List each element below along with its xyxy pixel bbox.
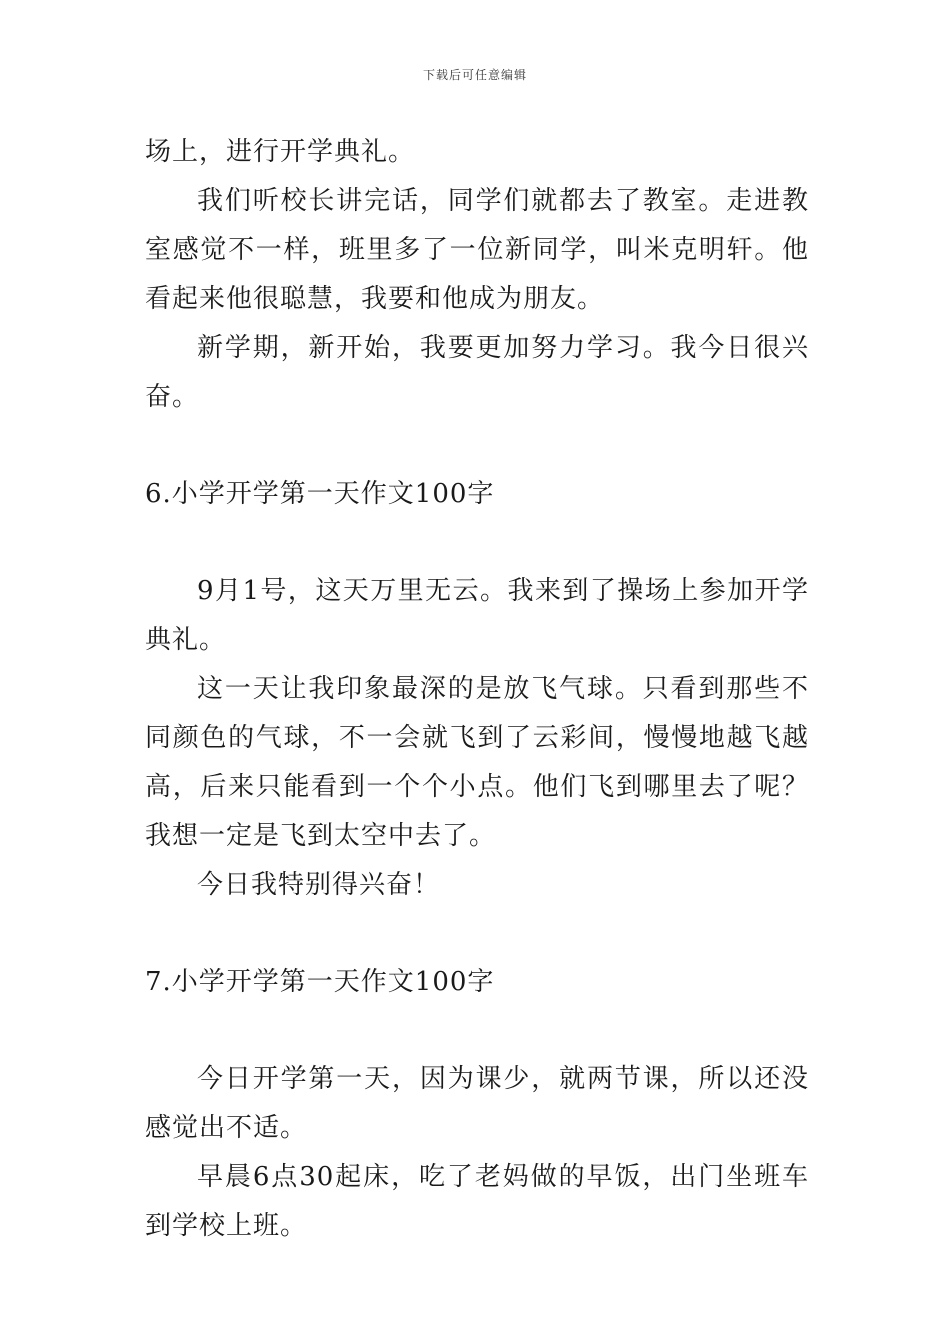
spacer (145, 1007, 809, 1055)
paragraph: 早晨6点30起床，吃了老妈做的早饭，出门坐班车到学校上班。 (145, 1162, 809, 1241)
section-heading-6: 6.小学开学第一天作文100字 (145, 479, 495, 509)
paragraph: 9月1号，这天万里无云。我来到了操场上参加开学典礼。 (145, 576, 809, 655)
paragraph: 今日开学第一天，因为课少，就两节课，所以还没感觉出不适。 (145, 1064, 809, 1143)
paragraph: 我们听校长讲完话，同学们就都去了教室。走进教室感觉不一样，班里多了一位新同学，叫米克明轩。他看起来他很聪慧，我要和他成为朋友。 (145, 186, 809, 314)
paragraph: 今日我特别得兴奋！ (197, 870, 441, 900)
document-body (145, 128, 809, 1251)
paragraph-continued: 场上，进行开学典礼。 (145, 137, 416, 167)
spacer (145, 422, 809, 470)
paragraph: 这一天让我印象最深的是放飞气球。只看到那些不同颜色的气球，不一会就飞到了云彩间，慢慢地越飞越高，后来只能看到一个个小点。他们飞到哪里去了呢？我想一定是飞到太空中去了。 (145, 674, 809, 851)
paragraph: 新学期，新开始，我要更加努力学习。我今日很兴奋。 (145, 333, 809, 412)
section-heading-7: 7.小学开学第一天作文100字 (145, 967, 495, 997)
spacer (145, 519, 809, 567)
spacer (145, 910, 809, 958)
page-header: 下载后可任意编辑 (422, 68, 527, 82)
